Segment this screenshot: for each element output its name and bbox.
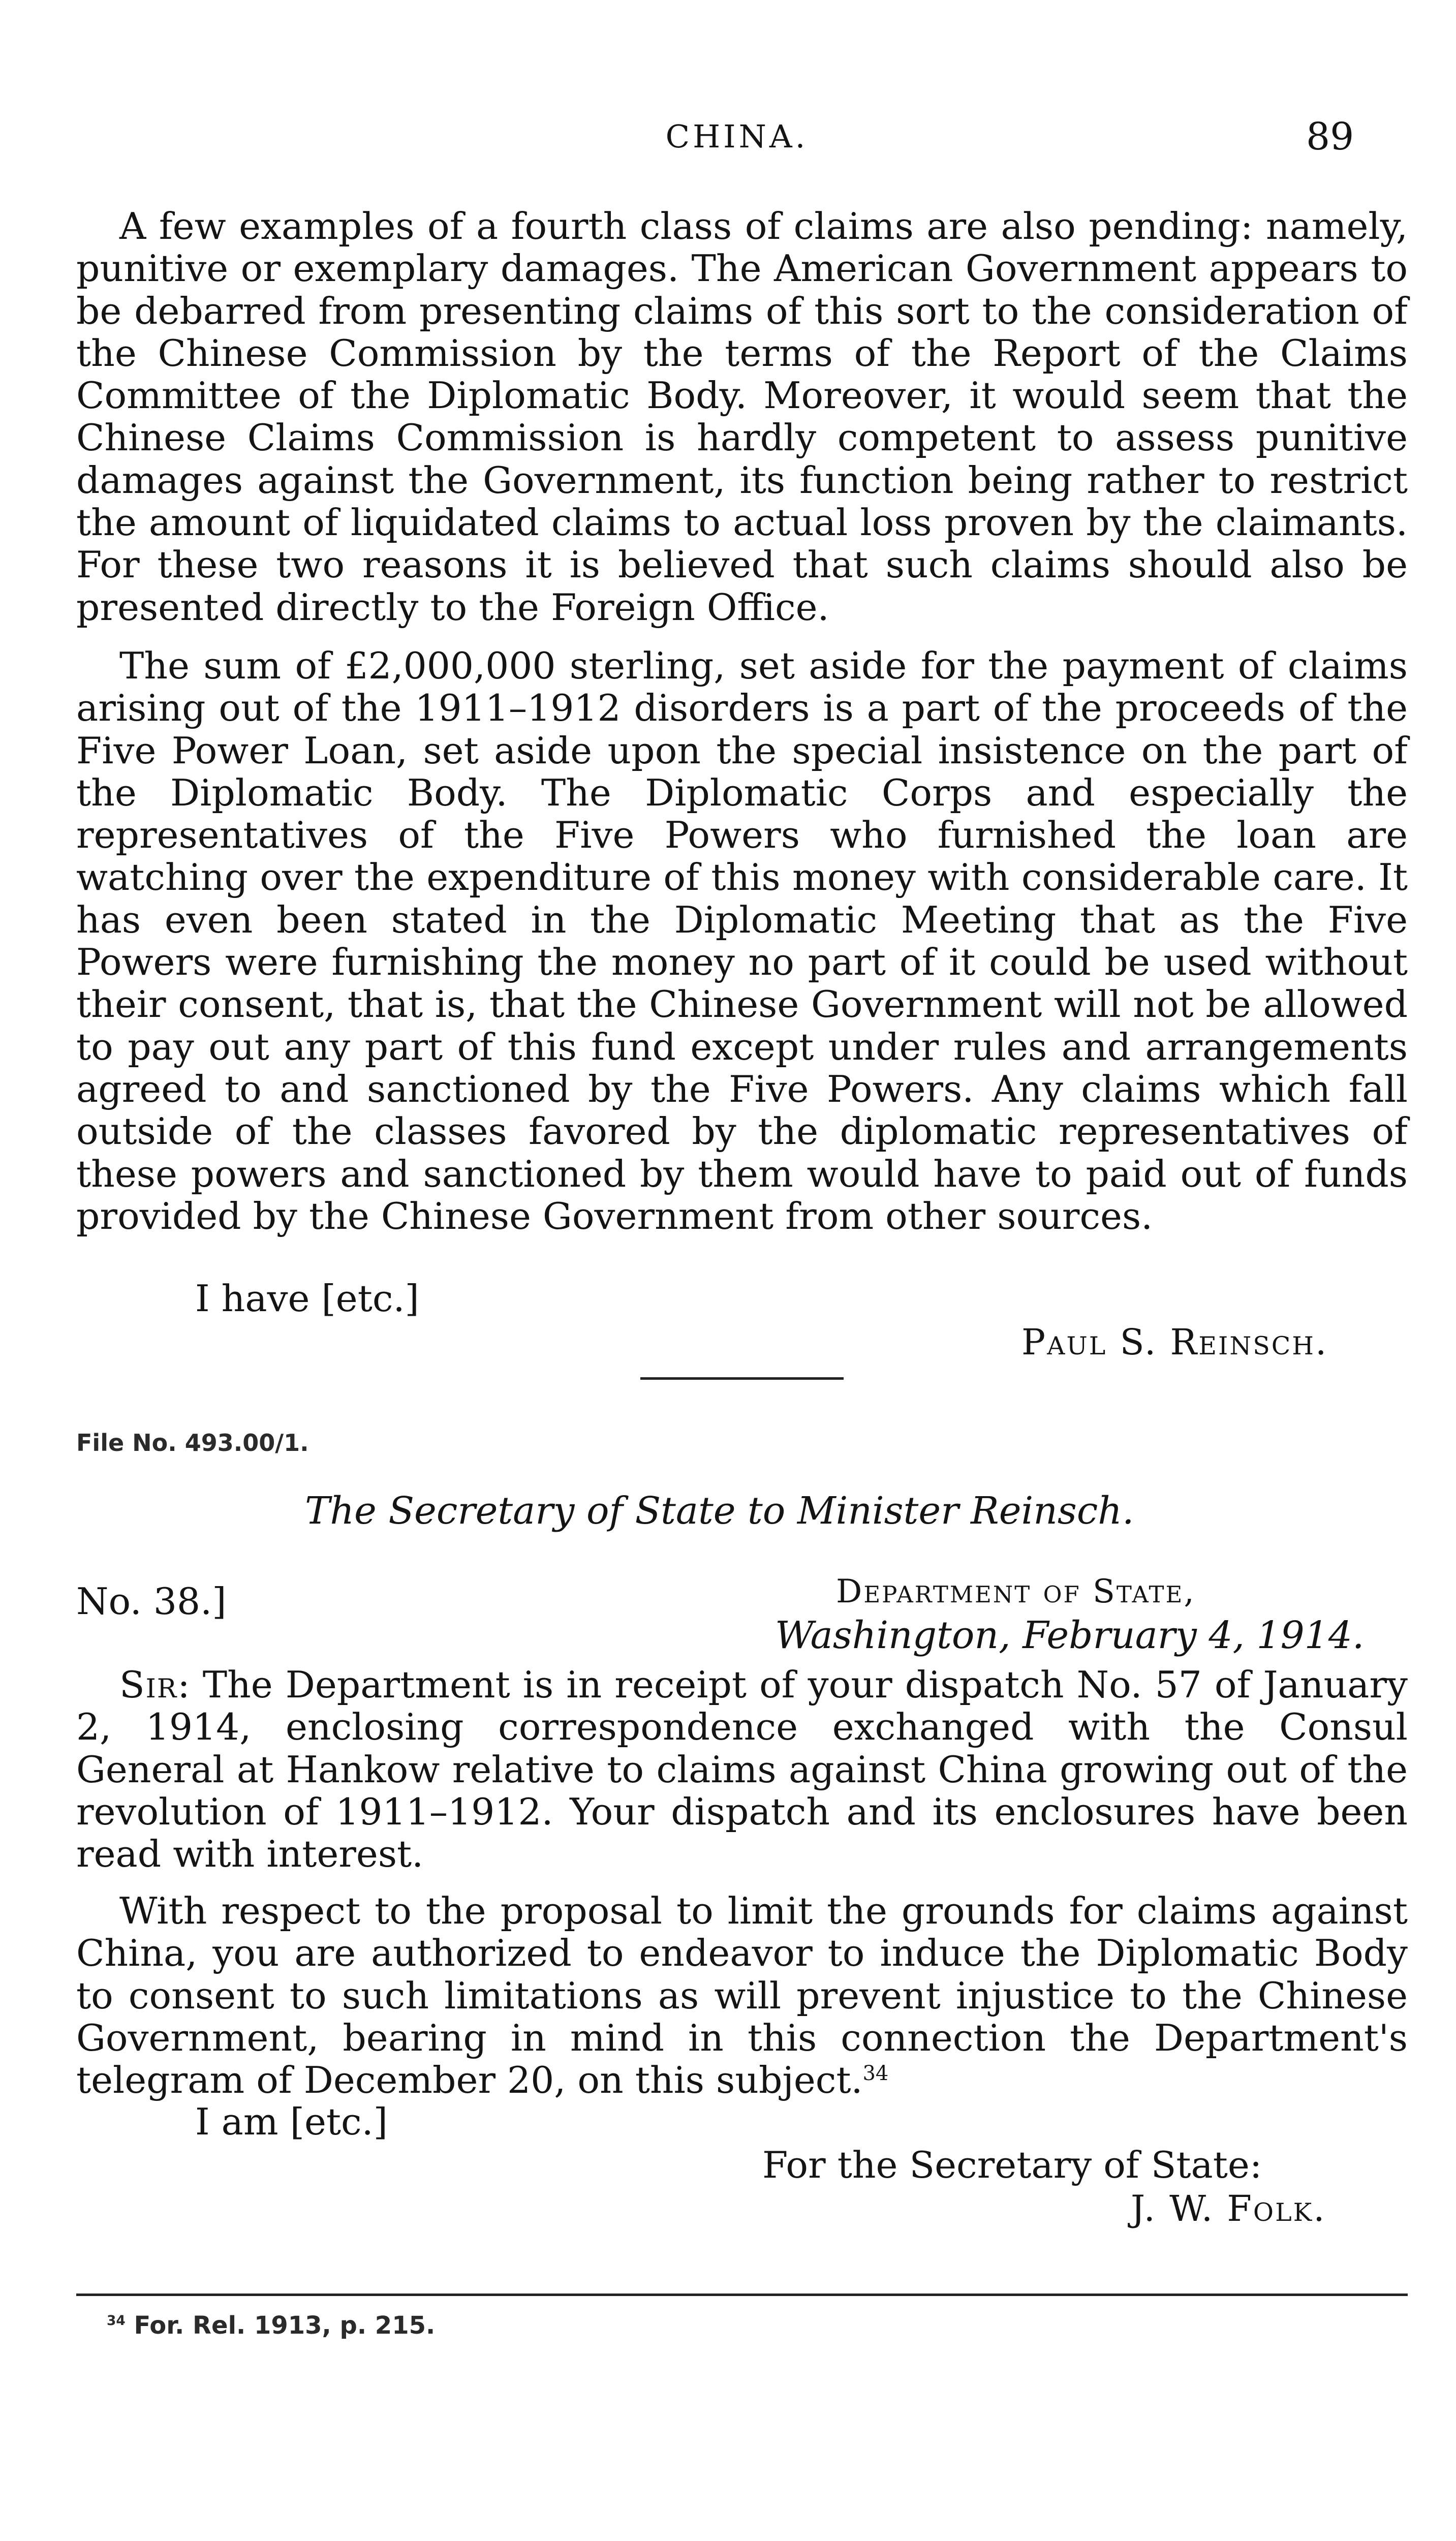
file-number: File No. 493.00/1. xyxy=(76,1429,309,1457)
footnote-reference: 34 xyxy=(862,2062,889,2086)
running-header-title: CHINA. xyxy=(665,118,809,155)
paragraph-body: With respect to the proposal to limit the grounds for claims against China, you are authorized to endeavor to induce the Diplomatic Body to consent to such limitations as will prevent injustice to the Chinese Government, bearing in mind in this connection the Department's telegram of December 20, on this subject. xyxy=(76,1890,1408,2102)
section-divider xyxy=(640,1377,844,1380)
footnote-text: For. Rel. 1913, p. 215. xyxy=(134,2311,436,2340)
letter-heading: The Secretary of State to Minister Reinsch. xyxy=(305,1489,1134,1533)
closing-line: I have [etc.] xyxy=(195,1278,419,1320)
place-date-line: Washington, February 4, 1914. xyxy=(775,1614,1365,1657)
paragraph-limit-claims xyxy=(76,1891,1408,2102)
page-number: 89 xyxy=(1306,115,1354,159)
footnote xyxy=(107,2311,435,2340)
signature-reinsch: Paul S. Reinsch. xyxy=(1021,1321,1328,1363)
signoff-line: For the Secretary of State: xyxy=(762,2144,1262,2187)
paragraph-punitive-damages: A few examples of a fourth class of claims are also pending: namely, punitive or exemplary damages. The American Government appears to be debarred from presenting claims of this sort to the consideration of the Chinese Commission by the terms of the Report of the Claims Committee of the Diplomatic Body. Moreover, it would seem that the Chinese Claims Commission is hardly competent to assess punitive damages against the Government, its function being rather to restrict the amount of liquidated claims to actual loss proven by the claimants. For these two reasons it is believed that such claims should also be presented directly to the Foreign Office. xyxy=(76,205,1408,629)
footnote-marker: 34 xyxy=(107,2313,126,2329)
paragraph-five-power-loan: The sum of £2,000,000 sterling, set aside for the payment of claims arising out of the 1911–1912 disorders is a part of the proceeds of the Five Power Loan, set aside upon the special insistence on the part of the Diplomatic Body. The Diplomatic Corps and especially the representatives of the Five Powers who furnished the loan are watching over the expenditure of this money with considerable care. It has even been stated in the Diplomatic Meeting that as the Five Powers were furnishing the money no part of it could be used without their consent, that is, that the Chinese Government will not be allowed to pay out any part of this fund except under rules and arrangements agreed to and sanctioned by the Five Powers. Any claims which fall outside of the classes favored by the diplomatic representatives of these powers and sanctioned by them would have to paid out of funds provided by the Chinese Government from other sources. xyxy=(76,645,1408,1238)
signature-folk: J. W. Folk. xyxy=(1131,2188,1326,2229)
closing-line: I am [etc.] xyxy=(195,2101,388,2144)
document-number: No. 38.] xyxy=(76,1581,227,1623)
paragraph-receipt-of-dispatch xyxy=(76,1664,1408,1876)
salutation: Sir xyxy=(119,1664,178,1707)
paragraph-body: : The Department is in receipt of your dispatch No. 57 of January 2, 1914, enclosing correspondence exchanged with the Consul General at Hankow relative to claims against China growing out of the revolution of 1911–1912. Your dispatch and its enclosures have been read with interest. xyxy=(76,1664,1408,1876)
footnote-rule xyxy=(76,2294,1408,2296)
department-line: Department of State, xyxy=(836,1573,1196,1610)
